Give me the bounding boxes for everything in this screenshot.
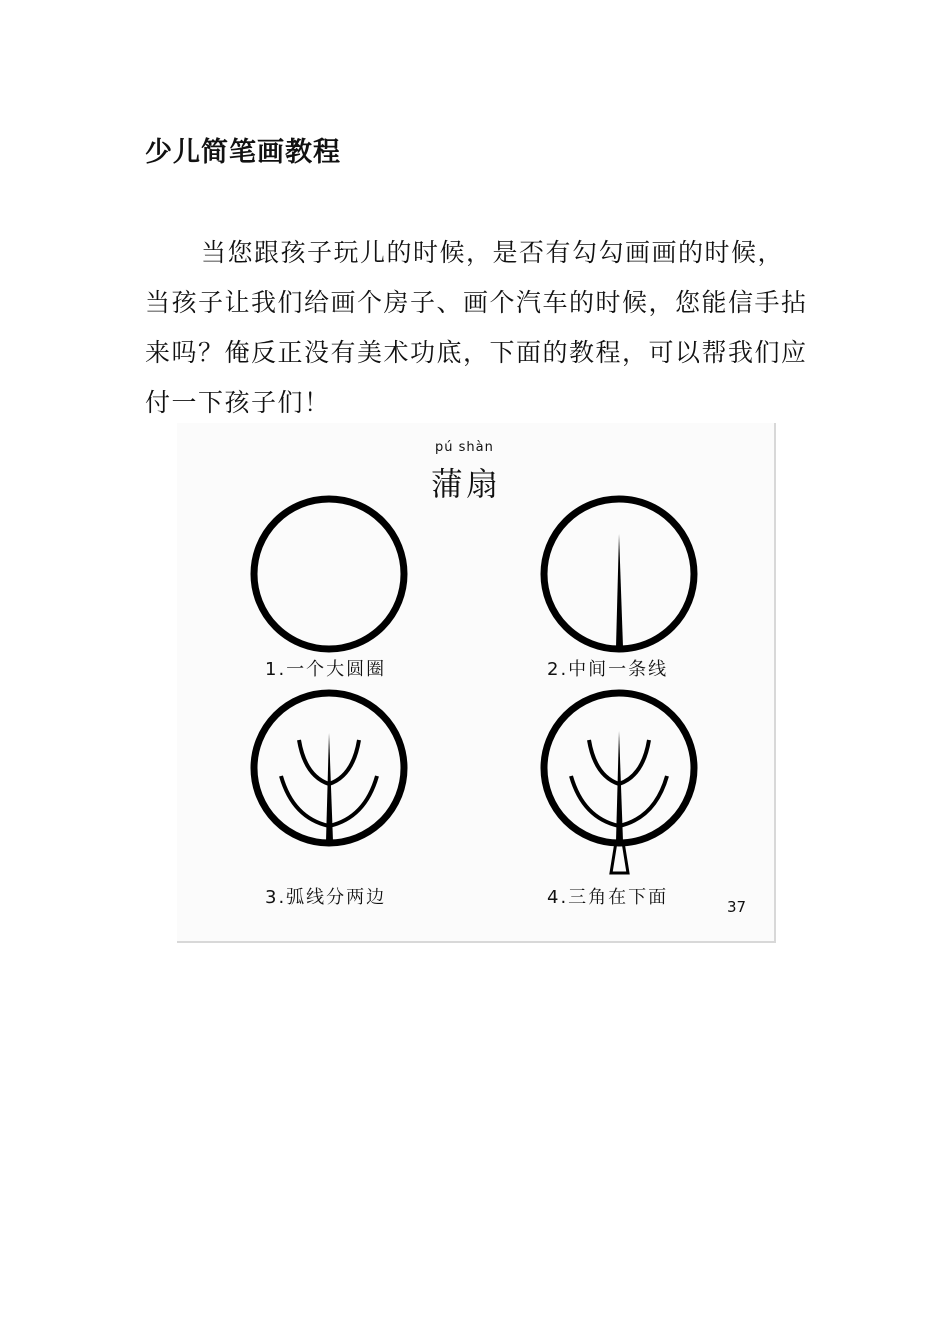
outer-arc-left <box>571 776 619 826</box>
step-3-label: 3.弧线分两边 <box>265 887 387 908</box>
step-4-label: 4.三角在下面 <box>547 887 669 908</box>
center-line <box>616 534 623 647</box>
inner-arc-left <box>299 740 329 784</box>
step-4-drawing <box>537 685 702 880</box>
fan-circle <box>254 499 404 649</box>
fan-title-pinyin: pú shàn <box>435 440 494 455</box>
step-1-drawing <box>247 489 412 654</box>
inner-arc-right <box>329 740 359 784</box>
inner-arc-right <box>619 740 649 784</box>
page-number: 37 <box>727 898 747 916</box>
step-2-drawing <box>537 489 702 654</box>
step-1-label: 1.一个大圆圈 <box>265 659 387 680</box>
step-3-drawing <box>247 688 412 858</box>
document-title: 少儿简笔画教程 <box>145 137 341 168</box>
fan-drawing-tutorial-figure <box>177 423 776 943</box>
outer-arc-right <box>619 776 667 826</box>
outer-arc-left <box>281 776 329 826</box>
step-2-label: 2.中间一条线 <box>547 659 669 680</box>
inner-arc-left <box>589 740 619 784</box>
outer-arc-right <box>329 776 377 826</box>
intro-paragraph: 当您跟孩子玩儿的时候，是否有勾勾画画的时候，当孩子让我们给画个房子、画个汽车的时候，您能信手拈来吗？俺反正没有美术功底，下面的教程，可以帮我们应付一下孩子们！ <box>145 238 808 417</box>
fan-title: 蒲扇 <box>431 465 502 503</box>
handle-triangle <box>611 842 628 873</box>
